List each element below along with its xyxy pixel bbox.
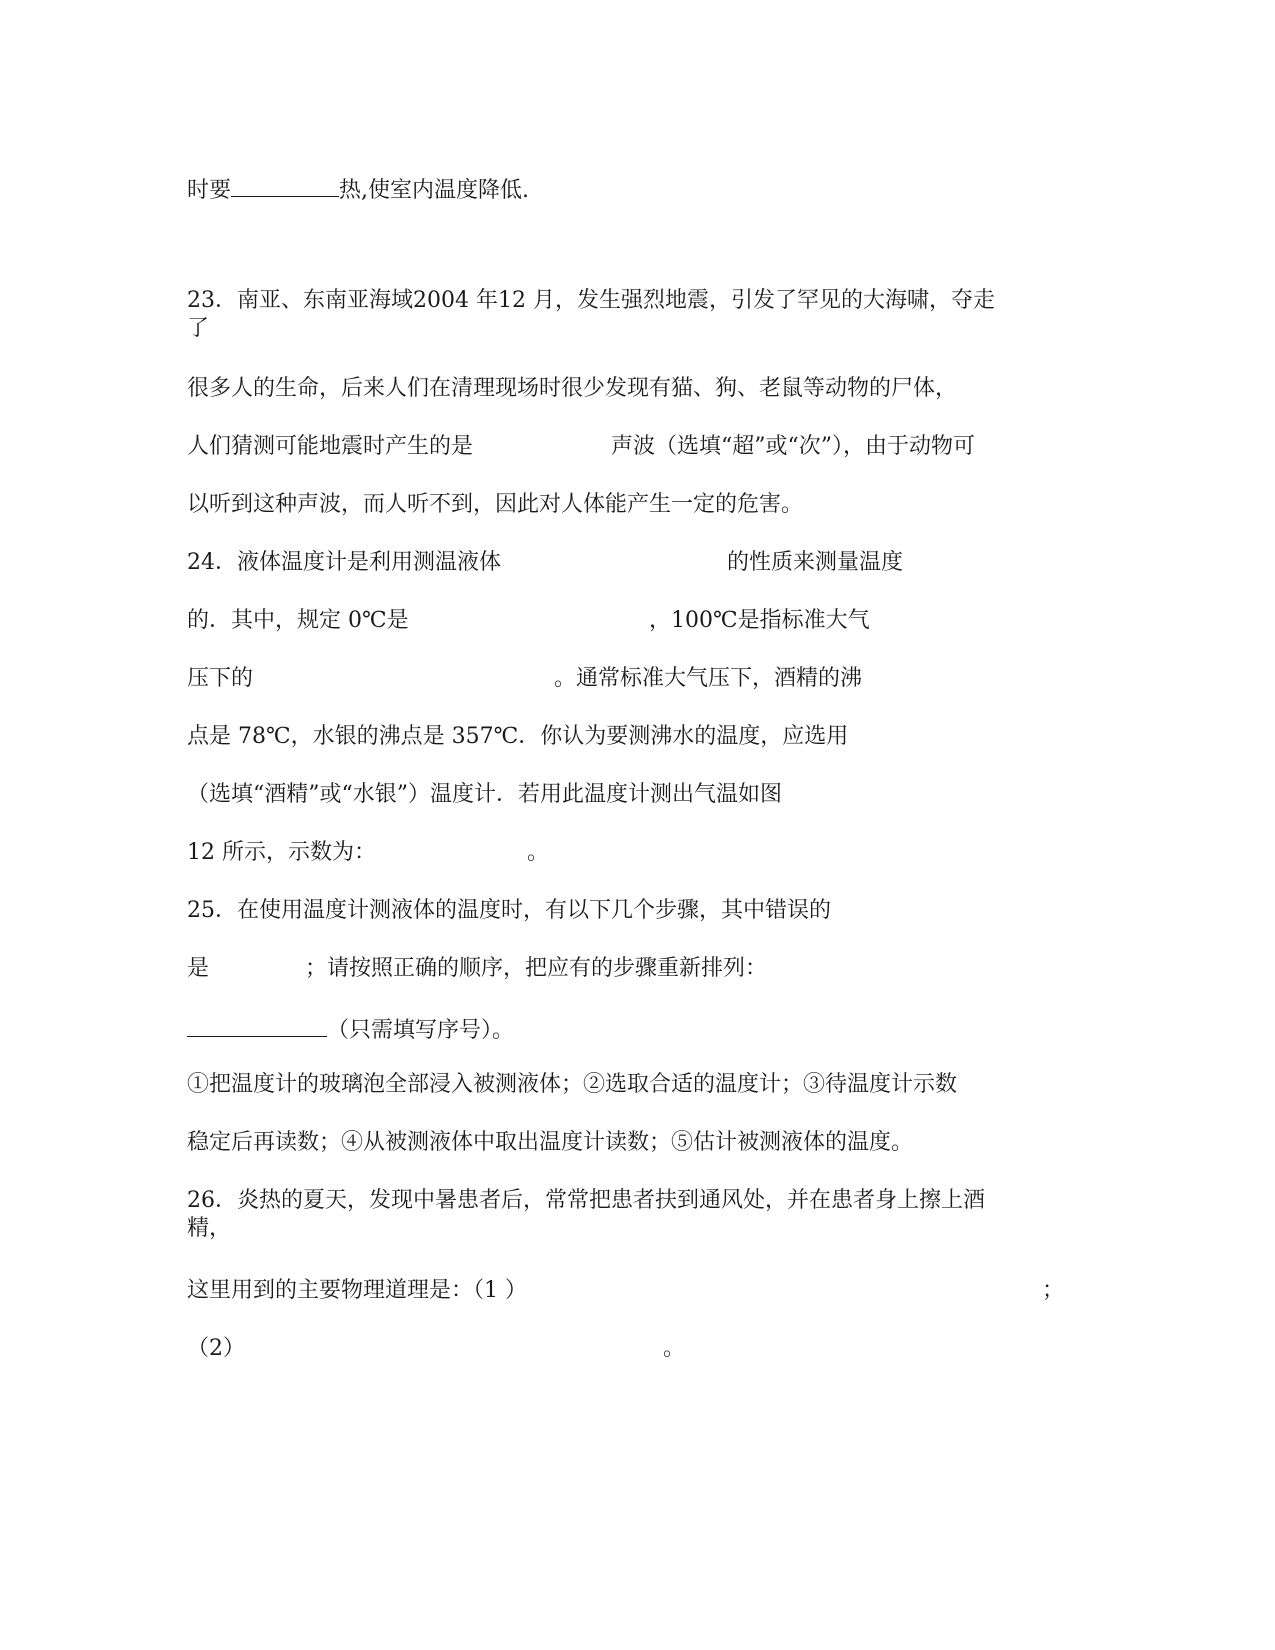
- text-line: 以听到这种声波，而人听不到，因此对人体能产生一定的危害。: [187, 492, 804, 517]
- text-line: 压下的 。通常标准大气压下，酒精的沸: [187, 666, 863, 691]
- blank-underline: [187, 1014, 327, 1037]
- text-line: （只需填写序号）。: [187, 1014, 514, 1044]
- step-list: 稳定后再读数；④从被测液体中取出温度计读数；⑤估计被测液体的温度。: [187, 1130, 914, 1155]
- question-24: 24．液体温度计是利用测温液体 的性质来测量温度: [187, 550, 904, 575]
- text-line: 是 ；请按照正确的顺序，把应有的步骤重新排列：: [187, 956, 768, 981]
- question-23: 23．南亚、东南亚海域2004 年12 月，发生强烈地震，引发了罕见的大海啸，夺走: [187, 288, 995, 313]
- question-25: 25．在使用温度计测液体的温度时，有以下几个步骤，其中错误的: [187, 898, 831, 923]
- text-line: 这里用到的主要物理道理是：（1 ） ；: [187, 1278, 1065, 1303]
- text-line: 点是 78℃，水银的沸点是 357℃．你认为要测沸水的温度，应选用: [187, 724, 849, 749]
- blank-underline: [231, 174, 339, 197]
- question-26: 26．炎热的夏天，发现中暑患者后，常常把患者扶到通风处，并在患者身上擦上酒: [187, 1188, 985, 1213]
- step-list: ①把温度计的玻璃泡全部浸入被测液体；②选取合适的温度计；③待温度计示数: [187, 1072, 958, 1097]
- text-line: （2） 。: [187, 1336, 686, 1361]
- text-line: 精，: [187, 1216, 232, 1241]
- text-line: 人们猜测可能地震时产生的是 声波（选填“超”或“次”），由于动物可: [187, 434, 975, 459]
- text-line: （选填“酒精”或“水银”）温度计．若用此温度计测出气温如图: [187, 782, 782, 807]
- text-line: 时要 热,使室内温度降低.: [187, 174, 529, 204]
- text-line: 的．其中，规定 0℃是 ，100℃是指标准大气: [187, 608, 870, 633]
- text-line: 很多人的生命，后来人们在清理现场时很少发现有猫、狗、老鼠等动物的尸体，: [187, 376, 958, 401]
- text-line: 了: [187, 316, 210, 341]
- text-line: 12 所示，示数为： 。: [187, 840, 550, 865]
